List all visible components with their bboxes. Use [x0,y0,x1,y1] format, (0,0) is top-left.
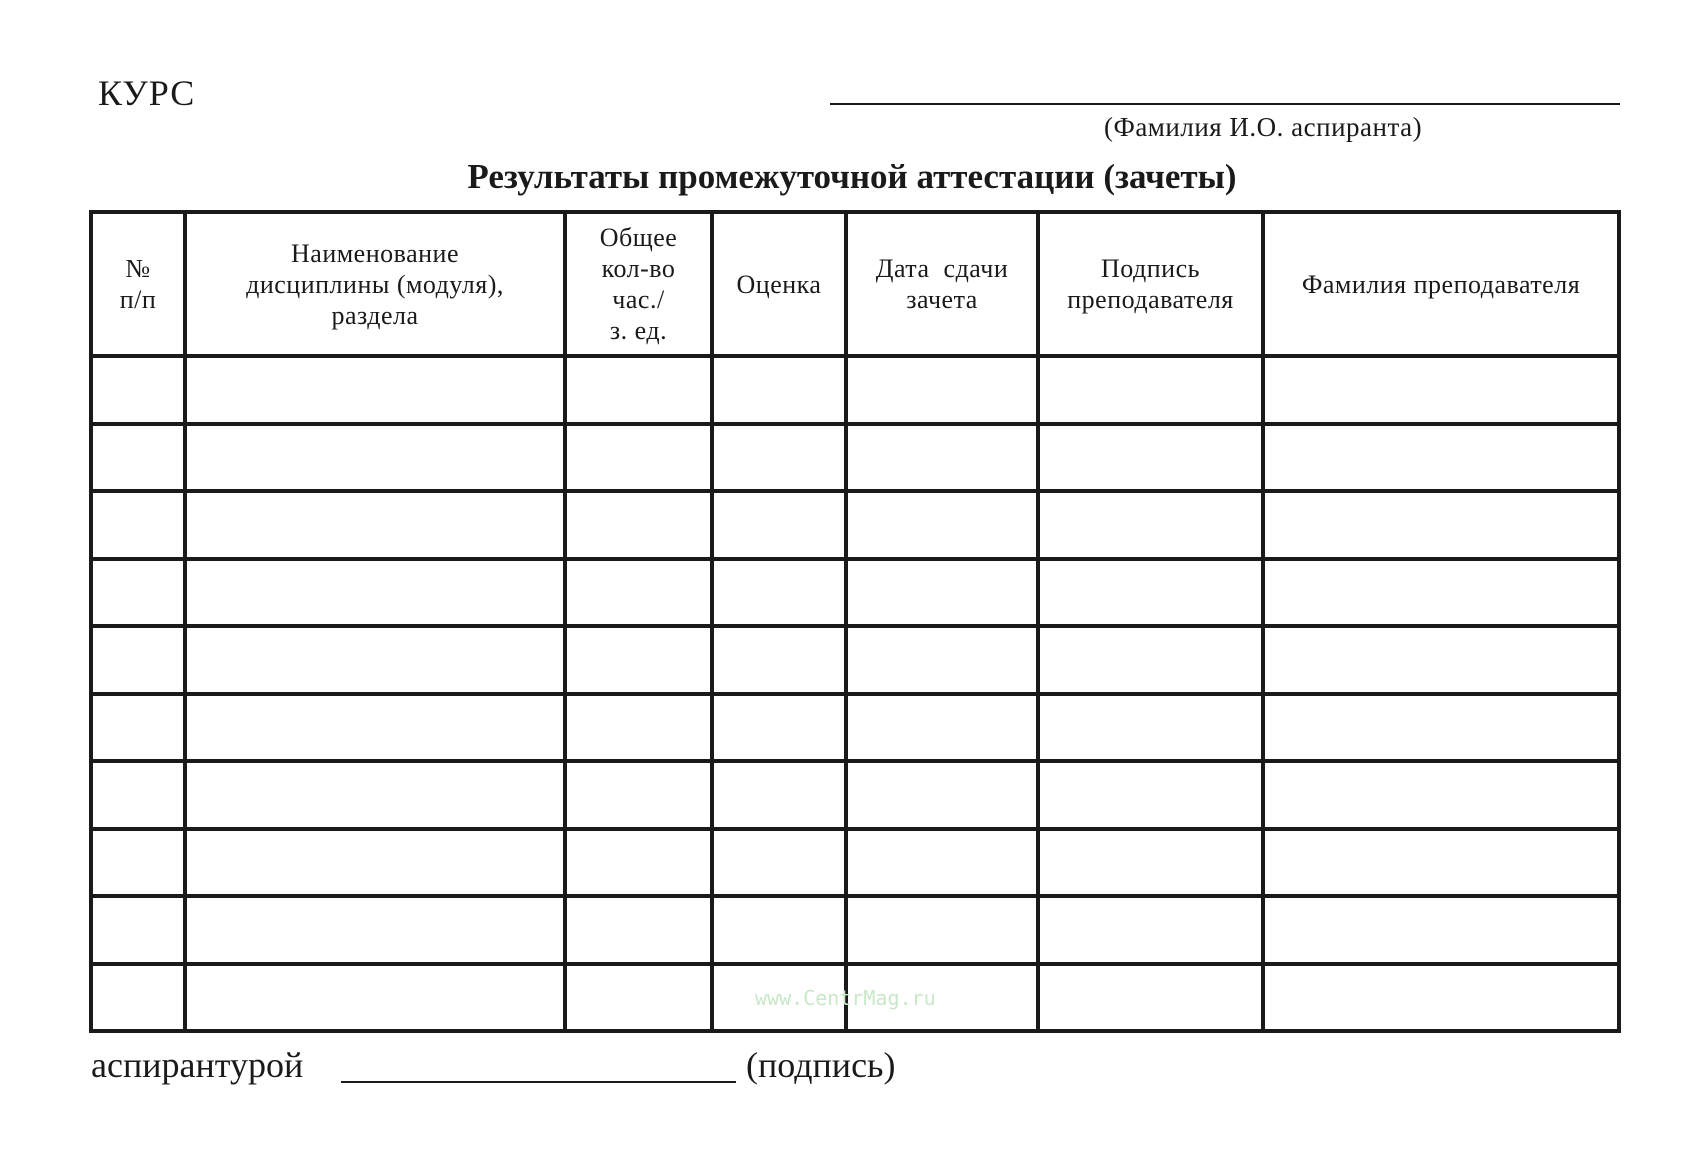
table-row [91,491,1619,559]
table-cell[interactable] [712,829,846,897]
table-cell[interactable] [1038,491,1263,559]
table-header-row [91,212,1619,356]
signature-line [341,1081,736,1083]
column-header-line: № [125,254,151,283]
table-cell[interactable] [712,491,846,559]
column-header-discipline [185,212,565,356]
column-header-teacher-name [1263,212,1619,356]
student-name-caption: (Фамилия И.О. аспиранта) [1104,112,1423,142]
table-body [91,356,1619,1031]
column-header-line: п/п [119,285,157,314]
table-cell[interactable] [846,761,1038,829]
table-cell[interactable] [712,626,846,694]
table-cell[interactable] [565,424,712,492]
table-cell[interactable] [185,964,565,1032]
table-cell[interactable] [565,896,712,964]
table-row [91,559,1619,627]
table-cell[interactable] [1263,896,1619,964]
table-cell[interactable] [1263,491,1619,559]
table-cell[interactable] [185,559,565,627]
table-cell[interactable] [91,896,185,964]
table-cell[interactable] [1263,559,1619,627]
column-header-line: раздела [331,300,419,330]
table-row [91,356,1619,424]
table-cell[interactable] [1038,424,1263,492]
table-cell[interactable] [91,491,185,559]
table-cell[interactable] [846,896,1038,964]
table-cell[interactable] [846,491,1038,559]
table-cell[interactable] [565,761,712,829]
column-header-line: Общее [599,223,678,252]
table-cell[interactable] [1263,356,1619,424]
table-cell[interactable] [1263,829,1619,897]
table-cell[interactable] [1263,694,1619,762]
column-header-date [846,212,1038,356]
table-row [91,896,1619,964]
table-cell[interactable] [185,761,565,829]
table-cell[interactable] [185,694,565,762]
column-header-hours [565,212,712,356]
table-cell[interactable] [712,761,846,829]
table-cell[interactable] [185,829,565,897]
table-cell[interactable] [712,896,846,964]
table-cell[interactable] [1263,626,1619,694]
column-header-line: дисциплины (модуля), [246,269,504,299]
signature-caption: (подпись) [746,1045,896,1085]
column-header-line: з. ед. [609,316,668,345]
table-cell[interactable] [185,896,565,964]
table-cell[interactable] [185,356,565,424]
table-cell[interactable] [1038,356,1263,424]
table-cell[interactable] [712,424,846,492]
watermark: www.CentrMag.ru [755,986,936,1010]
table-cell[interactable] [185,491,565,559]
table-cell[interactable] [846,424,1038,492]
column-header-line: преподавателя [1067,285,1234,314]
table-row [91,626,1619,694]
student-name-line [830,103,1620,105]
table-cell[interactable] [91,559,185,627]
table-cell[interactable] [1038,896,1263,964]
table-row [91,829,1619,897]
table-cell[interactable] [846,356,1038,424]
table-cell[interactable] [846,559,1038,627]
table-cell[interactable] [1038,829,1263,897]
column-header-line: Оценка [736,269,822,299]
table-cell[interactable] [1038,626,1263,694]
document-title: Результаты промежуточной аттестации (зачеты) [467,157,1237,196]
column-header-line: Наименование [291,238,459,268]
grades-table [89,210,1621,1033]
table-cell[interactable] [712,356,846,424]
table-cell[interactable] [565,559,712,627]
table-row [91,761,1619,829]
table-cell[interactable] [565,964,712,1032]
table-cell[interactable] [565,626,712,694]
table-cell[interactable] [846,694,1038,762]
table-cell[interactable] [1263,761,1619,829]
column-header-line: зачета [906,285,978,314]
column-header-number [91,212,185,356]
table-cell[interactable] [185,424,565,492]
column-header-line: час./ [612,285,665,314]
table-cell[interactable] [1038,559,1263,627]
table-cell[interactable] [565,694,712,762]
column-header-line: Подпись [1101,254,1200,283]
table-cell[interactable] [91,694,185,762]
column-header-line: кол-во [601,254,676,283]
table-cell[interactable] [1038,964,1263,1032]
table-cell[interactable] [712,694,846,762]
footer-label: аспирантурой [91,1045,304,1085]
table-cell[interactable] [565,356,712,424]
table-cell[interactable] [565,491,712,559]
column-header-line: Дата сдачи [875,254,1009,283]
table-cell[interactable] [846,829,1038,897]
table-cell[interactable] [91,424,185,492]
table-row [91,424,1619,492]
table-cell[interactable] [91,829,185,897]
table-cell[interactable] [91,964,185,1032]
table-cell[interactable] [1263,424,1619,492]
table-cell[interactable] [846,626,1038,694]
column-header-signature [1038,212,1263,356]
course-label: КУРС [98,73,196,113]
table-cell[interactable] [1038,761,1263,829]
table-cell[interactable] [185,626,565,694]
table-cell[interactable] [565,829,712,897]
table-row [91,694,1619,762]
table-cell[interactable] [1263,964,1619,1032]
table-cell[interactable] [1038,694,1263,762]
column-header-grade [712,212,846,356]
table-cell[interactable] [712,559,846,627]
table-cell[interactable] [91,356,185,424]
table-cell[interactable] [91,626,185,694]
table-cell[interactable] [91,761,185,829]
column-header-line: Фамилия преподавателя [1301,269,1581,299]
